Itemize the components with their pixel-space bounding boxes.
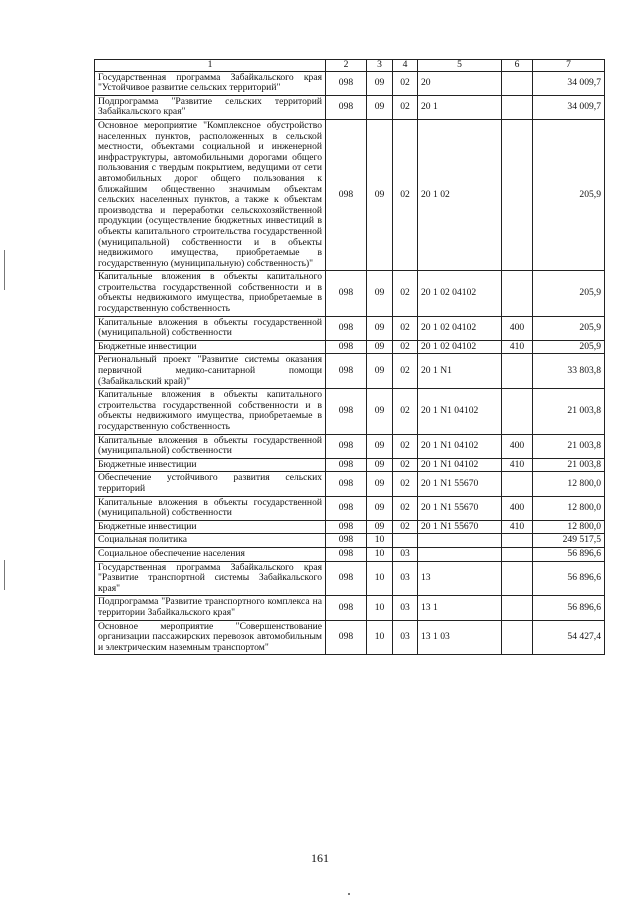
cell-section: 09 [367,434,393,458]
cell-amount: 205,9 [533,119,605,270]
cell-expense-type [502,596,533,620]
cell-amount: 56 896,6 [533,561,605,596]
cell-expense-type: 410 [502,458,533,472]
cell-target-article: 13 [418,561,502,596]
cell-subsection: 02 [393,434,418,458]
cell-expense-type: 410 [502,340,533,354]
scan-edge-mark [4,250,5,290]
row-name: Капитальные вложения в объекты государственной (муниципальной) собственности [95,316,326,340]
column-header: 6 [502,60,533,72]
table-row [95,596,605,620]
row-name: Бюджетные инвестиции [95,340,326,354]
column-header: 2 [326,60,367,72]
cell-section: 10 [367,534,393,548]
cell-target-article [418,534,502,548]
cell-target-article: 20 1 N1 [418,354,502,389]
cell-expense-type: 400 [502,434,533,458]
cell-target-article: 20 1 N1 04102 [418,434,502,458]
cell-target-article: 20 1 02 04102 [418,316,502,340]
cell-amount: 54 427,4 [533,620,605,655]
scan-edge-mark [4,560,5,590]
budget-table [94,59,605,655]
table-row [95,271,605,316]
table-row [95,520,605,534]
cell-ministry: 098 [326,354,367,389]
cell-expense-type: 400 [502,316,533,340]
cell-subsection: 02 [393,520,418,534]
column-header: 3 [367,60,393,72]
row-name: Основное мероприятие "Совершенствование организации пассажирских перевозок автомобильным и электрическим наземным транспортом" [95,620,326,655]
cell-expense-type [502,547,533,561]
row-name: Бюджетные инвестиции [95,458,326,472]
cell-expense-type [502,354,533,389]
cell-amount: 34 009,7 [533,95,605,119]
cell-expense-type [502,271,533,316]
row-name: Капитальные вложения в объекты капитального строительства государственной собственности и в объекты недвижимого имущества, приобретаемые в государственную собственность [95,271,326,316]
cell-subsection [393,534,418,548]
cell-target-article: 13 1 [418,596,502,620]
row-name: Капитальные вложения в объекты государственной (муниципальной) собственности [95,496,326,520]
cell-subsection: 02 [393,316,418,340]
cell-subsection: 02 [393,496,418,520]
cell-ministry: 098 [326,596,367,620]
table-row [95,119,605,270]
cell-target-article: 20 1 02 04102 [418,271,502,316]
cell-subsection: 02 [393,472,418,496]
cell-section: 09 [367,95,393,119]
table-row [95,95,605,119]
table-row [95,458,605,472]
cell-target-article: 20 1 02 [418,119,502,270]
cell-amount: 21 003,8 [533,458,605,472]
table-row [95,354,605,389]
cell-subsection: 02 [393,95,418,119]
cell-section: 10 [367,561,393,596]
table-row [95,561,605,596]
cell-amount: 34 009,7 [533,71,605,95]
cell-ministry: 098 [326,561,367,596]
cell-expense-type [502,561,533,596]
cell-section: 09 [367,496,393,520]
table-row [95,340,605,354]
cell-section: 09 [367,119,393,270]
row-name: Капитальные вложения в объекты государственной (муниципальной) собственности [95,434,326,458]
cell-target-article [418,547,502,561]
cell-amount: 56 896,6 [533,547,605,561]
cell-subsection: 02 [393,119,418,270]
cell-ministry: 098 [326,119,367,270]
cell-target-article: 20 1 N1 55670 [418,520,502,534]
row-name: Социальная политика [95,534,326,548]
table-row [95,389,605,434]
row-name: Обеспечение устойчивого развития сельских территорий [95,472,326,496]
cell-expense-type [502,620,533,655]
table-row [95,472,605,496]
column-header: 1 [95,60,326,72]
cell-subsection: 03 [393,561,418,596]
cell-section: 09 [367,472,393,496]
cell-expense-type: 410 [502,520,533,534]
row-name: Региональный проект "Развитие системы оказания первичной медико-санитарной помощи (Забайкальский край)" [95,354,326,389]
cell-subsection: 02 [393,354,418,389]
cell-section: 09 [367,271,393,316]
cell-ministry: 098 [326,534,367,548]
cell-section: 09 [367,71,393,95]
table-header-row [95,60,605,72]
cell-ministry: 098 [326,316,367,340]
row-name: Государственная программа Забайкальского края "Развитие транспортной системы Забайкальского края" [95,561,326,596]
cell-amount: 33 803,8 [533,354,605,389]
cell-ministry: 098 [326,496,367,520]
cell-ministry: 098 [326,547,367,561]
table-row [95,547,605,561]
cell-amount: 56 896,6 [533,596,605,620]
cell-subsection: 02 [393,71,418,95]
cell-section: 10 [367,547,393,561]
cell-target-article: 20 1 N1 04102 [418,389,502,434]
cell-expense-type [502,472,533,496]
cell-ministry: 098 [326,472,367,496]
cell-expense-type [502,534,533,548]
cell-expense-type [502,389,533,434]
cell-section: 10 [367,596,393,620]
cell-amount: 12 800,0 [533,472,605,496]
cell-amount: 205,9 [533,340,605,354]
cell-section: 09 [367,520,393,534]
cell-amount: 12 800,0 [533,520,605,534]
cell-subsection: 03 [393,620,418,655]
table-row [95,496,605,520]
row-name: Капитальные вложения в объекты капитального строительства государственной собственности и в объекты недвижимого имущества, приобретаемые в государственную собственность [95,389,326,434]
column-header: 4 [393,60,418,72]
page-number: 161 [311,851,329,865]
table-row [95,71,605,95]
cell-section: 10 [367,620,393,655]
row-name: Государственная программа Забайкальского края "Устойчивое развитие сельских территорий" [95,71,326,95]
cell-expense-type [502,119,533,270]
cell-ministry: 098 [326,620,367,655]
cell-amount: 249 517,5 [533,534,605,548]
cell-target-article: 13 1 03 [418,620,502,655]
cell-section: 09 [367,316,393,340]
cell-section: 09 [367,458,393,472]
row-name: Подпрограмма "Развитие транспортного комплекса на территории Забайкальского края" [95,596,326,620]
row-name: Основное мероприятие "Комплексное обустройство населенных пунктов, расположенных в сельской местности, объектами социальной и инженерной инфраструктуры, автомобильными дорогами общего пользования с твердым покрытием, ведущими от сети автомобильных дорог общего пользования к ближайшим общественно значимым объектам сельских населенных пунктов, а также к объектам производства и переработки сельскохозяйственной продукции (осуществление бюджетных инвестиций в объекты капитального строительства государственной (муниципальной) собственности и в объекты недвижимого имущества, приобретаемые в государственную (муниципальную) собственность)" [95,119,326,270]
cell-section: 09 [367,340,393,354]
cell-target-article: 20 1 N1 04102 [418,458,502,472]
cell-ministry: 098 [326,520,367,534]
cell-subsection: 02 [393,389,418,434]
cell-amount: 12 800,0 [533,496,605,520]
cell-section: 09 [367,354,393,389]
cell-amount: 205,9 [533,271,605,316]
cell-subsection: 02 [393,271,418,316]
cell-subsection: 03 [393,547,418,561]
cell-ministry: 098 [326,340,367,354]
row-name: Бюджетные инвестиции [95,520,326,534]
cell-ministry: 098 [326,458,367,472]
cell-target-article: 20 1 02 04102 [418,340,502,354]
cell-ministry: 098 [326,271,367,316]
cell-amount: 21 003,8 [533,389,605,434]
cell-ministry: 098 [326,434,367,458]
column-header: 7 [533,60,605,72]
cell-ministry: 098 [326,389,367,434]
cell-subsection: 02 [393,340,418,354]
cell-target-article: 20 1 [418,95,502,119]
cell-subsection: 03 [393,596,418,620]
cell-target-article: 20 1 N1 55670 [418,472,502,496]
cell-ministry: 098 [326,95,367,119]
scan-dot-mark [348,893,350,895]
row-name: Подпрограмма "Развитие сельских территорий Забайкальского края" [95,95,326,119]
cell-amount: 21 003,8 [533,434,605,458]
cell-ministry: 098 [326,71,367,95]
column-header: 5 [418,60,502,72]
table-row [95,534,605,548]
table-row [95,434,605,458]
cell-target-article: 20 [418,71,502,95]
cell-section: 09 [367,389,393,434]
row-name: Социальное обеспечение населения [95,547,326,561]
cell-target-article: 20 1 N1 55670 [418,496,502,520]
table-row [95,620,605,655]
cell-amount: 205,9 [533,316,605,340]
cell-expense-type: 400 [502,496,533,520]
table-row [95,316,605,340]
cell-expense-type [502,71,533,95]
cell-expense-type [502,95,533,119]
cell-subsection: 02 [393,458,418,472]
